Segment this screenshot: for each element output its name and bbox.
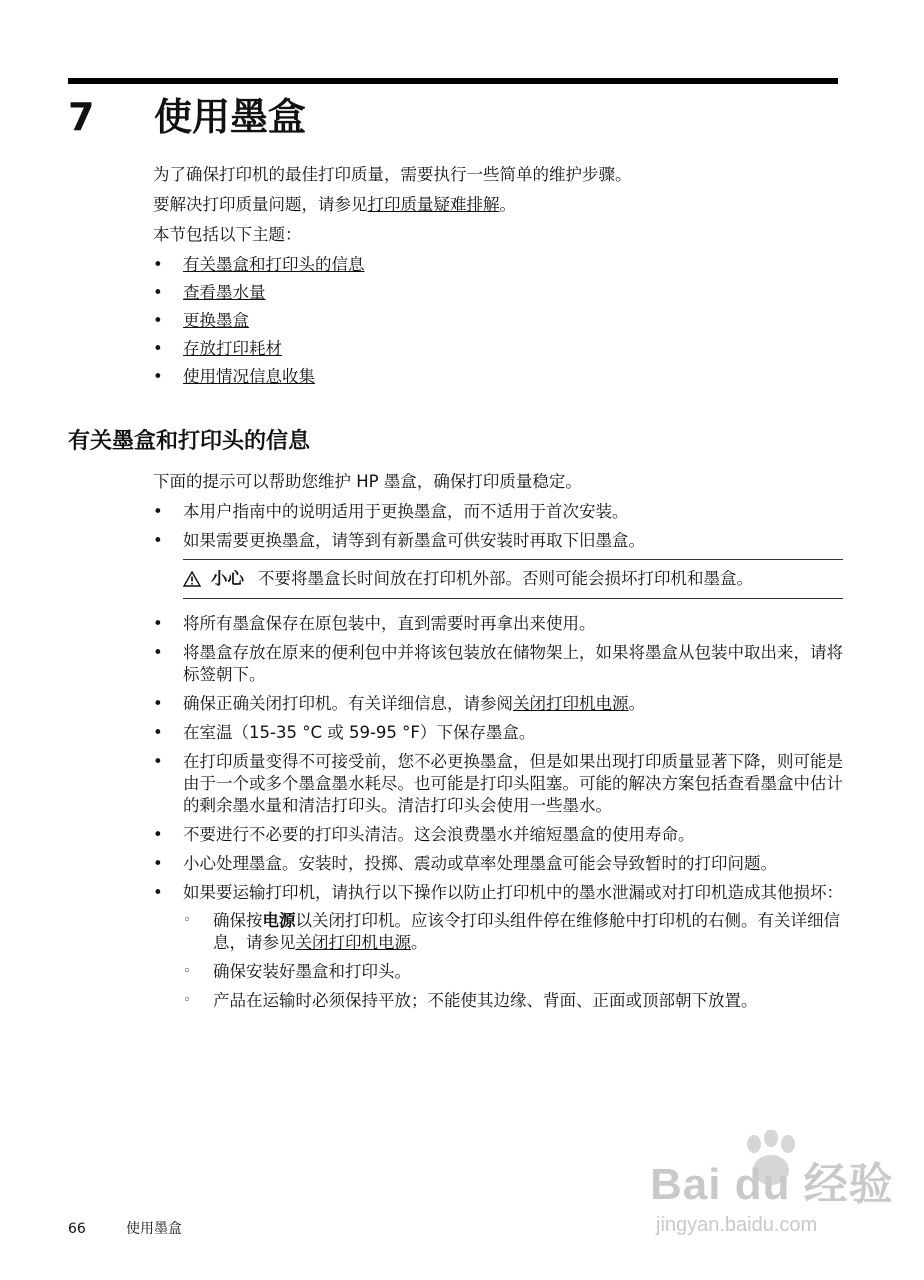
tip-text: 如果需要更换墨盒，请等到有新墨盒可供安装时再取下旧墨盒。 xyxy=(183,531,645,550)
topic-link-cartridge-info[interactable]: 有关墨盒和打印头的信息 xyxy=(183,255,365,274)
sub-list-item xyxy=(183,910,843,954)
section-body xyxy=(153,471,843,1019)
chapter-title: 使用墨盒 xyxy=(154,95,307,139)
bullet: • xyxy=(153,367,163,386)
intro-line xyxy=(153,194,843,216)
bullet: • xyxy=(153,752,163,771)
power-button-term: 电源 xyxy=(262,911,296,930)
tip-text: 确保正确关闭打印机。有关详细信息，请参阅 xyxy=(183,694,513,713)
topic-link-usage-info[interactable]: 使用情况信息收集 xyxy=(183,367,315,386)
list-item xyxy=(153,613,843,635)
print-quality-troubleshooting-link[interactable]: 打印质量疑难排解 xyxy=(367,195,500,214)
tip-text: 。 xyxy=(411,933,428,952)
caution-text: 不要将墨盒长时间放在打印机外部。否则可能会损坏打印机和墨盒。 xyxy=(258,569,753,588)
sub-bullet: ◦ xyxy=(183,913,191,928)
list-item xyxy=(153,642,843,686)
list-item xyxy=(153,824,843,846)
section-title: 有关墨盒和打印头的信息 xyxy=(68,429,311,454)
sub-list-item xyxy=(183,961,843,983)
topic-item xyxy=(153,254,843,276)
bullet: • xyxy=(153,283,163,302)
intro-text: 要解决打印质量问题，请参见 xyxy=(153,195,368,214)
list-item xyxy=(153,751,843,817)
tip-text: 确保安装好墨盒和打印头。 xyxy=(213,962,411,981)
shipping-sub-list xyxy=(183,910,843,1012)
sub-bullet: ◦ xyxy=(183,993,191,1008)
list-item xyxy=(153,882,843,1012)
baidu-jingyan-watermark xyxy=(650,1130,894,1250)
topic-list xyxy=(153,254,843,388)
bullet: • xyxy=(153,255,163,274)
tip-text: 产品在运输时必须保持平放；不能使其边缘、背面、正面或顶部朝下放置。 xyxy=(213,991,758,1010)
bullet: • xyxy=(153,643,163,662)
bullet: • xyxy=(153,723,163,742)
topic-item xyxy=(153,338,843,360)
bullet: • xyxy=(153,531,163,550)
bullet: • xyxy=(153,883,163,902)
bullet: • xyxy=(153,694,163,713)
bullet: • xyxy=(153,502,163,521)
intro-block xyxy=(153,164,843,394)
list-item xyxy=(153,693,843,715)
page-number: 66 xyxy=(68,1221,86,1237)
watermark-logo-text: Bai du 经验 xyxy=(650,1160,894,1209)
bullet: • xyxy=(153,339,163,358)
list-item xyxy=(153,501,843,523)
bullet: • xyxy=(153,614,163,633)
tip-text: 在室温（15-35 °C 或 59-95 °F）下保存墨盒。 xyxy=(183,723,536,742)
bullet: • xyxy=(153,854,163,873)
tip-text: 以关闭打印机。应该令打印头组件停在维修舱中打印机的右侧。有关详细信息，请参见 xyxy=(213,911,840,952)
tip-list xyxy=(153,501,843,552)
topic-link-replace-cartridges[interactable]: 更换墨盒 xyxy=(183,311,249,330)
tip-text: 在打印质量变得不可接受前，您不必更换墨盒，但是如果出现打印质量显著下降，则可能是由于一个或多个墨盒墨水耗尽。也可能是打印头阻塞。可能的解决方案包括查看墨盒中估计的剩余墨水量和清洁打印头。清洁打印头会使用一些墨水。 xyxy=(183,752,843,815)
topic-item xyxy=(153,366,843,388)
intro-line: 本节包括以下主题： xyxy=(153,225,302,244)
tip-text: 。 xyxy=(628,694,645,713)
topic-item xyxy=(153,282,843,304)
bullet: • xyxy=(153,311,163,330)
power-off-link[interactable]: 关闭打印机电源 xyxy=(513,694,629,713)
section-lead: 下面的提示可以帮助您维护 HP 墨盒，确保打印质量稳定。 xyxy=(153,472,582,491)
sub-list-item xyxy=(183,990,843,1012)
chapter-top-rule xyxy=(68,78,838,84)
bullet: • xyxy=(153,825,163,844)
intro-text: 。 xyxy=(499,195,516,214)
tip-text: 将所有墨盒保存在原包装中，直到需要时再拿出来使用。 xyxy=(183,614,596,633)
tip-text: 不要进行不必要的打印头清洁。这会浪费墨水并缩短墨盒的使用寿命。 xyxy=(183,825,695,844)
topic-link-store-supplies[interactable]: 存放打印耗材 xyxy=(183,339,282,358)
warning-triangle-icon xyxy=(183,568,201,590)
topic-item xyxy=(153,310,843,332)
tip-text: 如果要运输打印机，请执行以下操作以防止打印机中的墨水泄漏或对打印机造成其他损坏： xyxy=(183,883,843,902)
topic-link-ink-levels[interactable]: 查看墨水量 xyxy=(183,283,266,302)
watermark-url: jingyan.baidu.com xyxy=(656,1214,818,1236)
tip-text: 小心处理墨盒。安装时，投掷、震动或草率处理墨盒可能会导致暂时的打印问题。 xyxy=(183,854,777,873)
power-off-link[interactable]: 关闭打印机电源 xyxy=(295,933,411,952)
list-item xyxy=(153,530,843,552)
list-item xyxy=(153,722,843,744)
tip-text: 本用户指南中的说明适用于更换墨盒，而不适用于首次安装。 xyxy=(183,502,629,521)
caution-box xyxy=(183,559,843,599)
caution-label: 小心 xyxy=(211,569,244,588)
sub-bullet: ◦ xyxy=(183,964,191,979)
list-item xyxy=(153,853,843,875)
tip-list xyxy=(153,613,843,1012)
tip-text: 将墨盒存放在原来的便利包中并将该包装放在储物架上，如果将墨盒从包装中取出来，请将标签朝下。 xyxy=(183,643,843,684)
tip-text: 确保按 xyxy=(213,911,263,930)
intro-line: 为了确保打印机的最佳打印质量，需要执行一些简单的维护步骤。 xyxy=(153,165,632,184)
chapter-number: 7 xyxy=(68,95,95,139)
footer-chapter-title: 使用墨盒 xyxy=(126,1221,182,1237)
